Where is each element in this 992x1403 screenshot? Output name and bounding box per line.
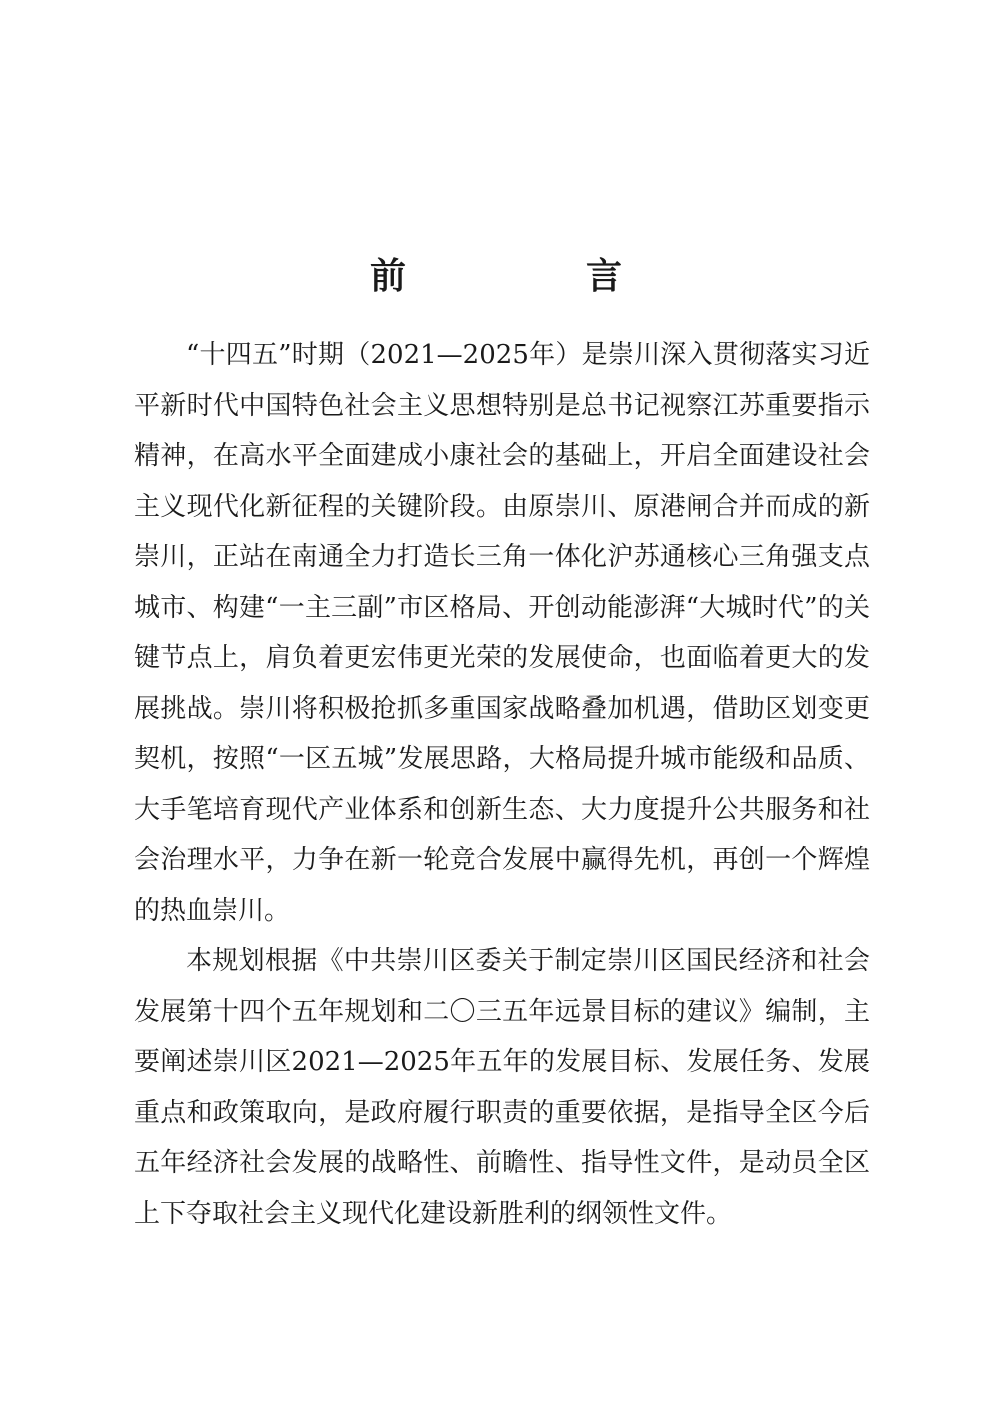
paragraph-1: “十四五”时期（2021—2025年）是崇川深入贯彻落实习近平新时代中国特色社会主义思想特别是总书记视察江苏重要指示精神，在高水平全面建成小康社会的基础上，开启全面建设社会主义现代化新征程的关键阶段。由原崇川、原港闸合并而成的新崇川，正站在南通全力打造长三角一体化沪苏通核心三角强支点城市、构建“一主三副”市区格局、开创动能澎湃“大城时代”的关键节点上，肩负着更宏伟更光荣的发展使命，也面临着更大的发展挑战。崇川将积极抢抓多重国家战略叠加机遇，借助区划变更契机，按照“一区五城”发展思路，大格局提升城市能级和品质、大手笔培育现代产业体系和创新生态、大力度提升公共服务和社会治理水平，力争在新一轮竞合发展中赢得先机，再创一个辉煌的热血崇川。 [134,340,870,926]
paragraph-2: 本规划根据《中共崇川区委关于制定崇川区国民经济和社会发展第十四个五年规划和二〇三五年远景目标的建议》编制，主要阐述崇川区2021—2025年五年的发展目标、发展任务、发展重点和政策取向，是政府履行职责的重要依据，是指导全区今后五年经济社会发展的战略性、前瞻性、指导性文件，是动员全区上下夺取社会主义现代化建设新胜利的纲领性文件。 [134,946,870,1229]
page-title: 前 言 [369,255,694,298]
body-text [134,330,870,1239]
